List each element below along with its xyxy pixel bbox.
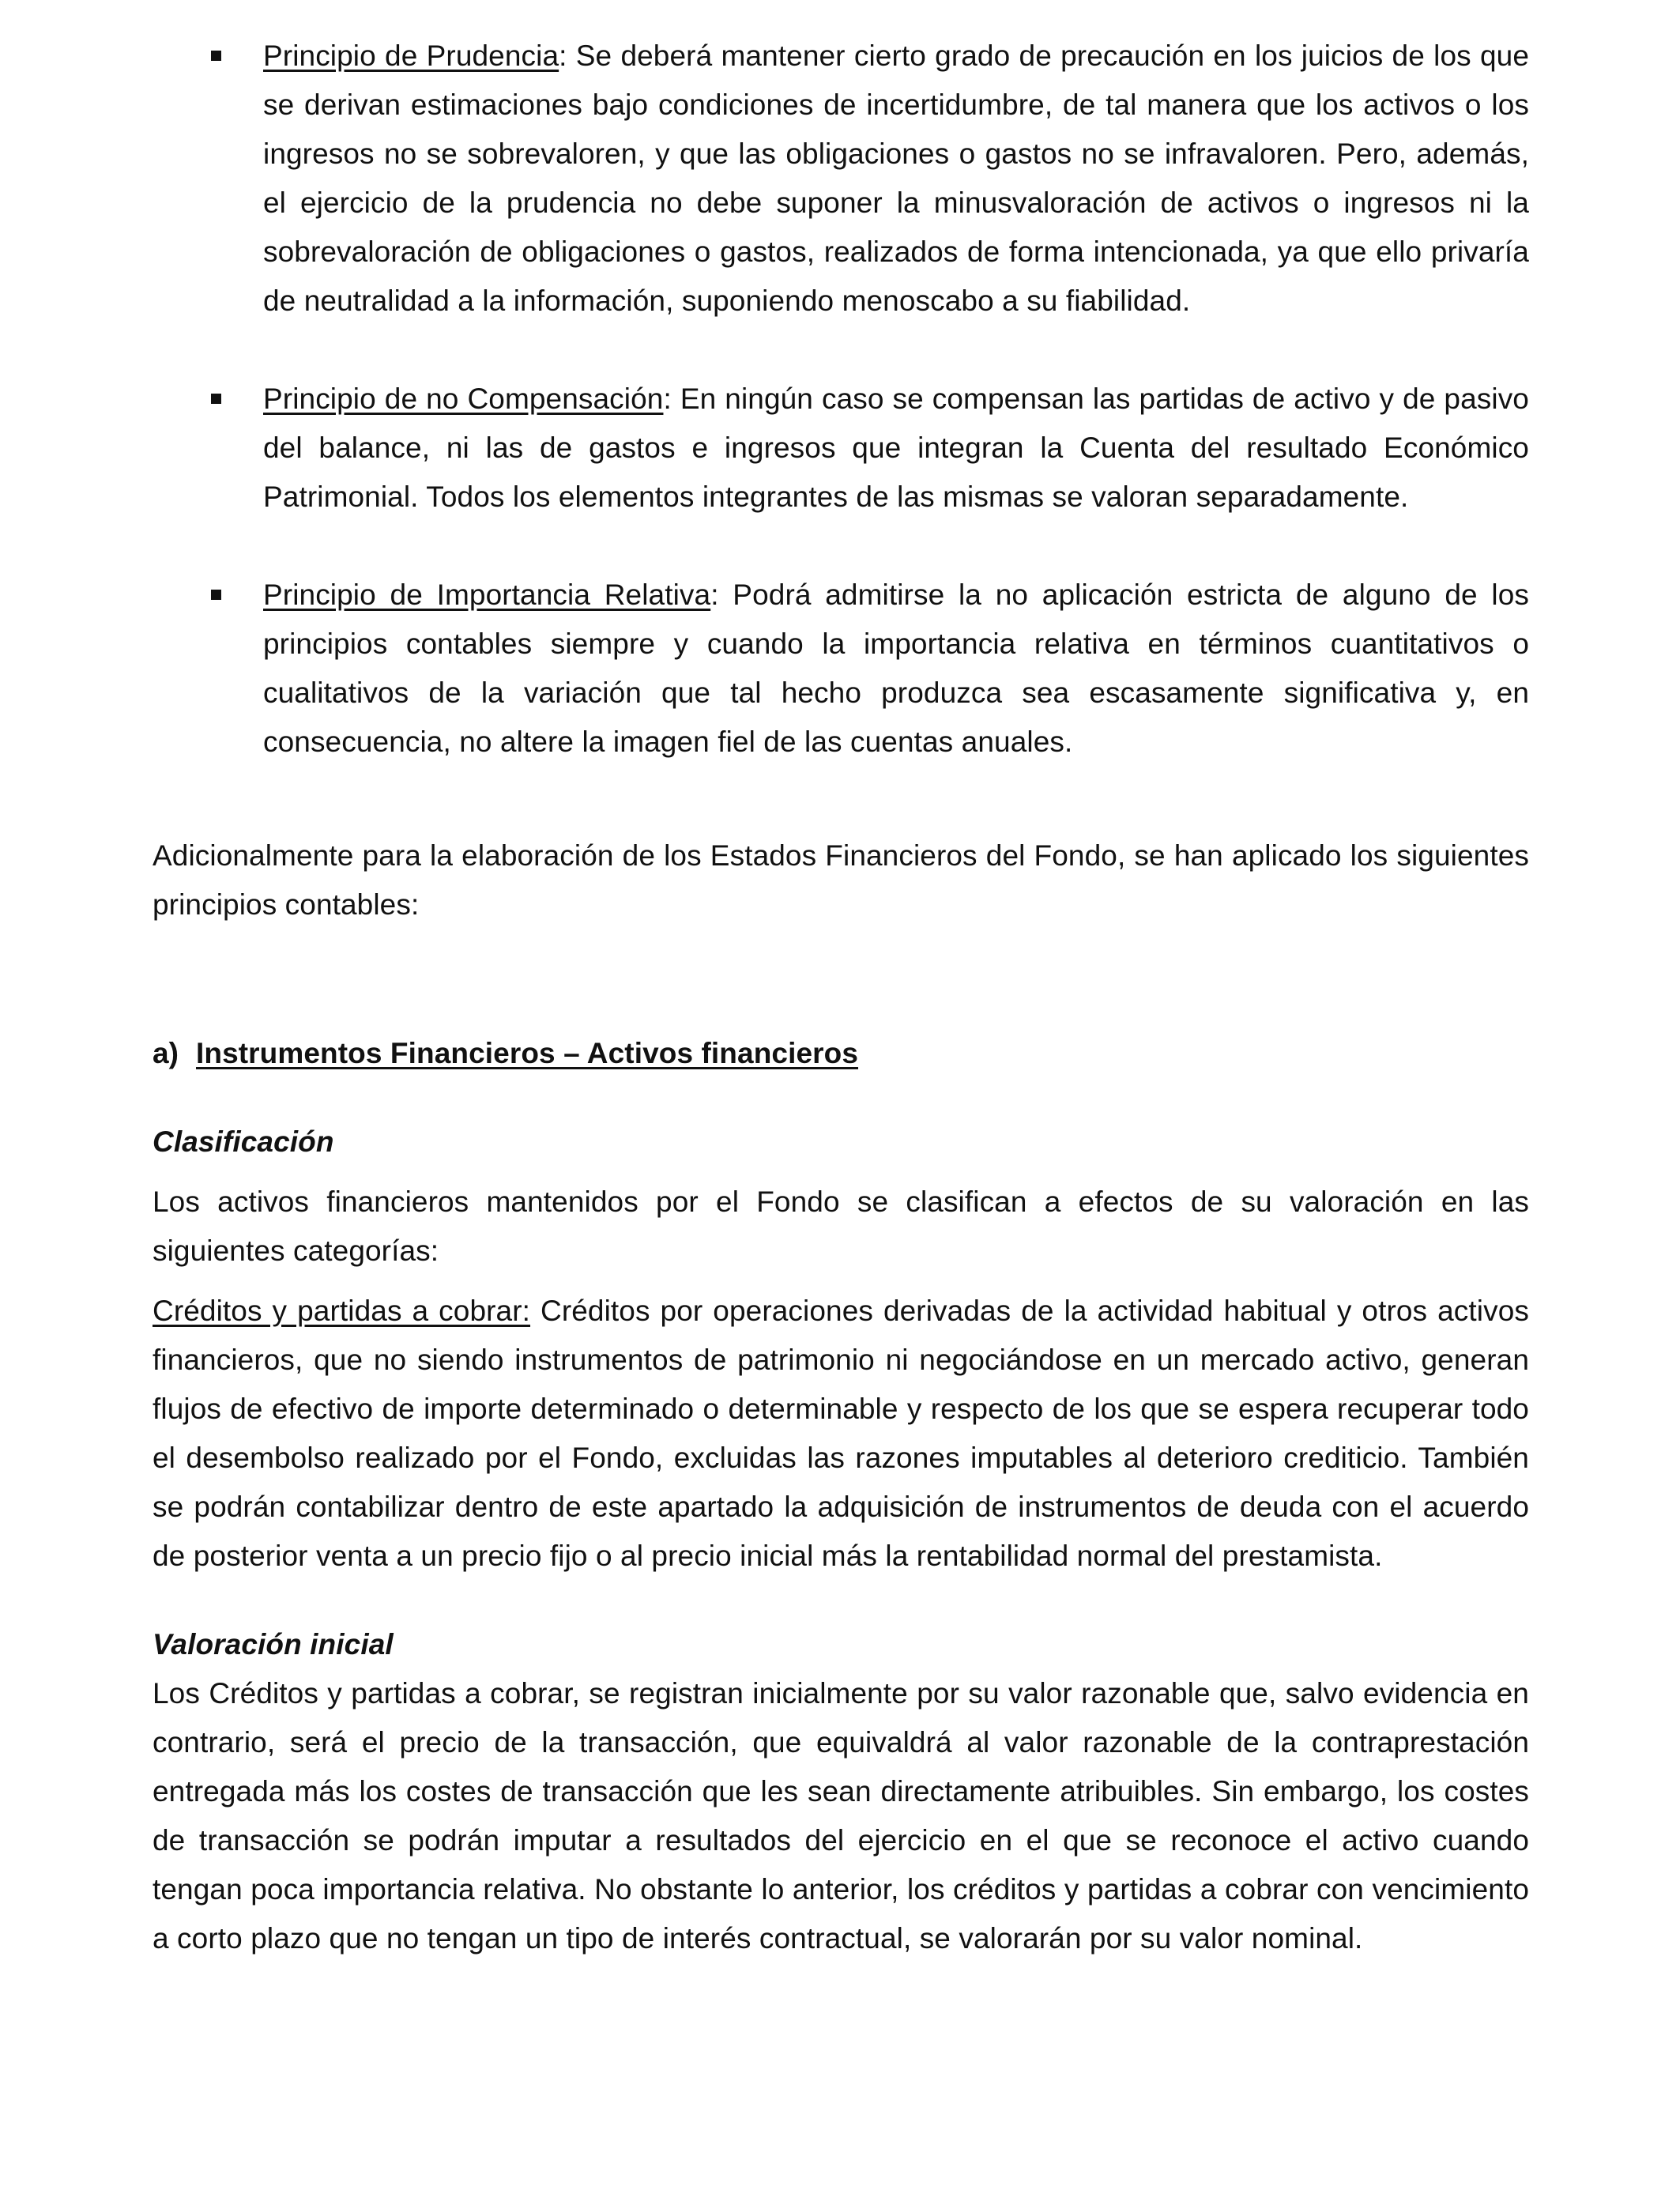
bullet-term: Principio de no Compensación: [263, 383, 664, 415]
creditos-text: Créditos por operaciones derivadas de la actividad habitual y otros activos financieros, que no siendo instrumentos de patrimonio ni negociándose en un mercado activo, generan flujos de efectivo de importe determinado o determinable y respecto de los que se espera recuperar todo el desembolso realizado por el Fondo, excluidas las razones imputables al deterioro crediticio. También se podrán contabilizar dentro de este apartado la adquisición de instrumentos de deuda con el acuerdo de posterior venta a un precio fijo o al precio inicial más la rentabilidad normal del prestamista.: [153, 1295, 1529, 1572]
intro-paragraph: Adicionalmente para la elaboración de los Estados Financieros del Fondo, se han aplicado los siguientes principios contables:: [153, 839, 1529, 921]
square-bullet-icon: [211, 590, 221, 600]
bullet-term: Principio de Importancia Relativa: [263, 579, 711, 611]
clasificacion-paragraph: Los activos financieros mantenidos por el Fondo se clasifican a efectos de su valoración en las siguientes categorías:: [153, 1186, 1529, 1267]
clasificacion-heading: Clasificación: [153, 1125, 334, 1158]
creditos-term: Créditos y partidas a cobrar:: [153, 1295, 531, 1327]
bullet-principio-prudencia: [153, 32, 1529, 326]
valoracion-paragraph: Los Créditos y partidas a cobrar, se registran inicialmente por su valor razonable que, salvo evidencia en contrario, será el precio de la transacción, que equivaldrá al valor razonable de la contraprestación entregada más los costes de transacción que les sean directamente atribuibles. Sin embargo, los costes de transacción se podrán imputar a resultados del ejercicio en el que se reconoce el activo cuando tengan poca importancia relativa. No obstante lo anterior, los créditos y partidas a cobrar con vencimiento a corto plazo que no tengan un tipo de interés contractual, se valorarán por su valor nominal.: [153, 1677, 1529, 1955]
bullet-principio-importancia-relativa: [153, 571, 1529, 767]
bullet-text: : Se deberá mantener cierto grado de precaución en los juicios de los que se derivan estimaciones bajo condiciones de incertidumbre, de tal manera que los activos o los ingresos no se sobrevaloren, y que las obligaciones o gastos no se infravaloren. Pero, además, el ejercicio de la prudencia no debe suponer la minusvaloración de activos o ingresos ni la sobrevaloración de obligaciones o gastos, realizados de forma intencionada, ya que ello privaría de neutralidad a la información, suponiendo menoscabo a su fiabilidad.: [263, 40, 1530, 317]
valoracion-heading: Valoración inicial: [153, 1628, 394, 1661]
square-bullet-icon: [211, 394, 221, 404]
section-letter: a): [153, 1037, 179, 1069]
square-bullet-icon: [211, 51, 221, 61]
bullet-text: : En ningún caso se compensan las partidas de activo y de pasivo del balance, ni las de gastos e ingresos que integran la Cuenta del resultado Económico Patrimonial. Todos los elementos integrantes de las mismas se valoran separadamente.: [263, 383, 1529, 513]
bullet-principio-no-compensacion: [153, 375, 1529, 522]
document-body: [153, 32, 1529, 1963]
creditos-paragraph: [153, 1287, 1529, 1581]
section-heading: [153, 1029, 1529, 1078]
bullet-text: : Podrá admitirse la no aplicación estricta de alguno de los principios contables siempre y cuando la importancia relativa en términos cuantitativos o cualitativos de la variación que tal hecho produzca sea escasamente significativa y, en consecuencia, no altere la imagen fiel de las cuentas anuales.: [263, 579, 1529, 758]
bullet-term: Principio de Prudencia: [263, 40, 559, 72]
section-title: Instrumentos Financieros – Activos financieros: [196, 1037, 859, 1069]
